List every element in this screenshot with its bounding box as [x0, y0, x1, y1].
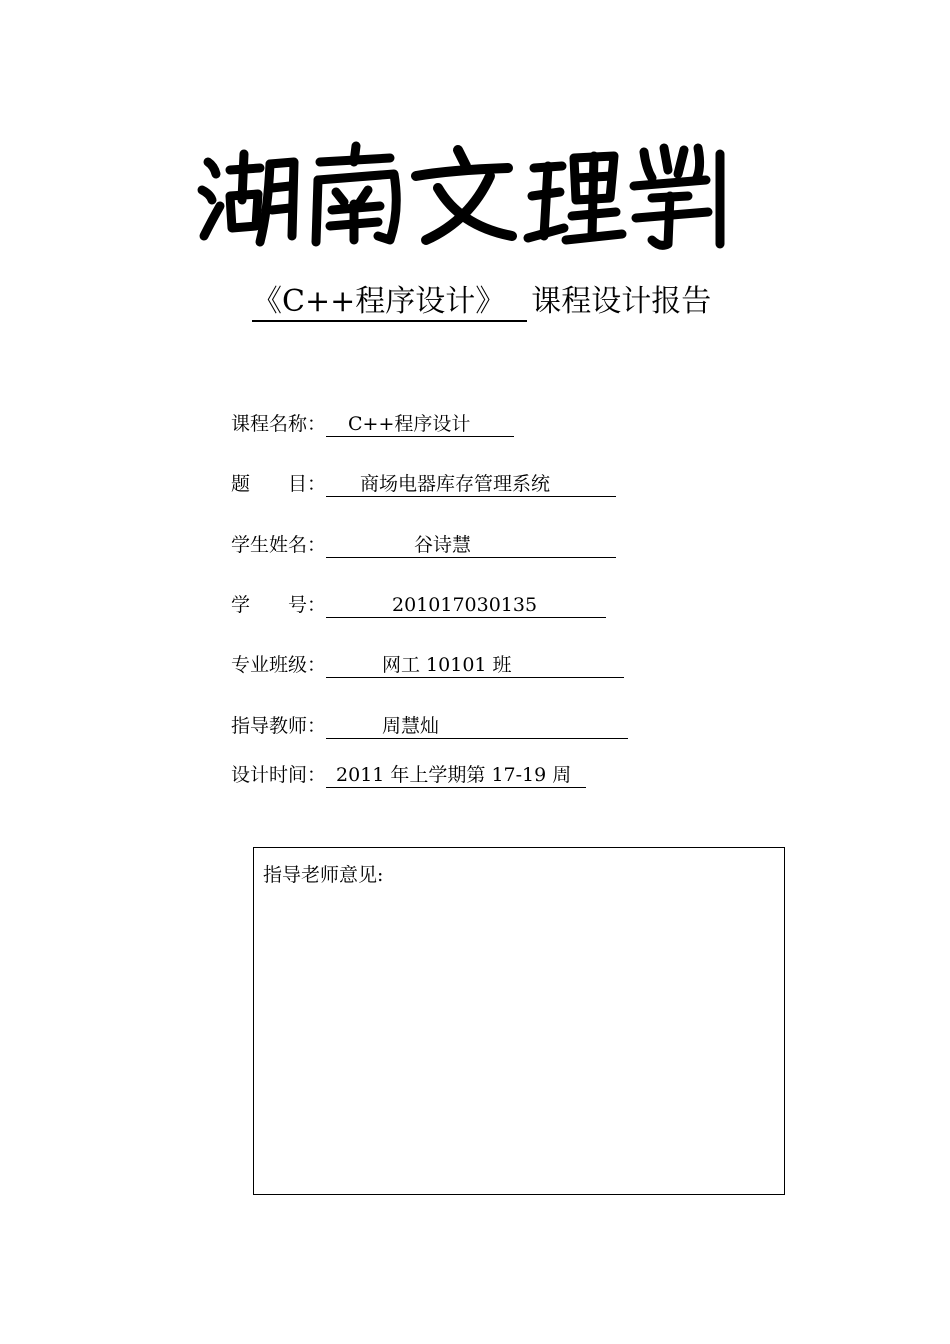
field-label: 专业班级：	[231, 654, 327, 676]
field-student-name	[231, 532, 616, 562]
field-topic	[231, 471, 616, 501]
field-label: 设计时间：	[231, 764, 327, 786]
field-course-name	[231, 411, 514, 441]
field-value-underline	[326, 592, 606, 618]
field-value: C++程序设计	[348, 413, 471, 435]
field-value: 周慧灿	[382, 715, 440, 737]
field-value-underline	[326, 411, 514, 437]
field-value: 201017030135	[392, 594, 538, 616]
field-value-underline	[326, 532, 616, 558]
field-value-underline	[326, 713, 628, 739]
field-value: 网工 10101 班	[382, 654, 512, 676]
field-value-underline	[326, 471, 616, 497]
report-title	[252, 280, 711, 324]
report-title-suffix: 课程设计报告	[531, 284, 712, 319]
field-label: 学 号：	[231, 594, 327, 616]
field-student-id	[231, 592, 606, 622]
field-design-time	[231, 762, 586, 792]
field-label: 指导教师：	[231, 715, 327, 737]
field-value: 商场电器库存管理系统	[360, 473, 551, 495]
field-value-underline	[326, 762, 586, 788]
field-class	[231, 652, 624, 682]
advisor-opinion-title: 指导老师意见:	[263, 864, 384, 886]
field-advisor	[231, 713, 628, 743]
school-calligraphy-logo	[190, 140, 730, 250]
field-value: 谷诗慧	[414, 534, 472, 556]
field-value: 2011 年上学期第 17-19 周	[336, 764, 572, 786]
field-value-underline	[326, 652, 624, 678]
field-label: 课程名称：	[231, 413, 327, 435]
advisor-opinion-box	[253, 847, 785, 1195]
field-label: 学生姓名：	[231, 534, 327, 556]
course-title: 《C++程序设计》	[252, 284, 527, 322]
field-label: 题 目：	[231, 473, 327, 495]
